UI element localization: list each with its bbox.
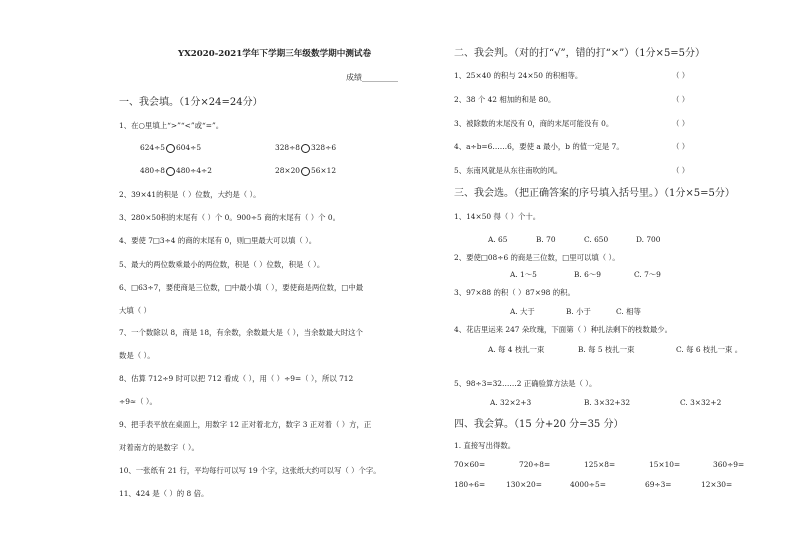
choice-2-option-a[interactable]: A. 1～5: [510, 270, 537, 279]
score-line: 成绩_________: [346, 73, 398, 82]
expr: 604÷5: [176, 143, 202, 152]
section-3-heading: 三、我会选。（把正确答案的序号填入括号里。）（1分×5=5分）: [454, 188, 735, 199]
question-9-line-2: 对着南方的是数字（ ）。: [119, 443, 199, 452]
question-2: 2、39×41的积是（ ）位数，大约是（ ）。: [119, 190, 261, 199]
expr: 624÷5: [140, 143, 166, 152]
choice-5-option-c[interactable]: C. 3×32+2: [680, 398, 722, 407]
calc-item: 130×20=: [506, 480, 542, 489]
expr: 328÷8: [275, 143, 301, 152]
compare-row-2a: [140, 166, 212, 176]
choice-1-option-c[interactable]: C. 650: [584, 235, 609, 244]
question-4: 4、要使 7□3÷4 的商的末尾有 0，则□里最大可以填（ ）。: [119, 236, 317, 245]
judge-3-paren[interactable]: （ ）: [672, 119, 690, 128]
choice-1-option-b[interactable]: B. 70: [536, 235, 556, 244]
compare-circle[interactable]: [301, 167, 310, 176]
calc-item: 125×8=: [584, 460, 616, 469]
compare-row-1a: [140, 143, 201, 153]
judge-4-paren[interactable]: （ ）: [672, 142, 690, 151]
choice-4-option-b[interactable]: B. 每 5 枝扎一束: [578, 345, 635, 354]
compare-row-2b: [275, 166, 336, 176]
section-1-heading: 一、我会填。（1分×24=24分）: [119, 97, 263, 108]
section-2-heading: 二、我会判。（对的打“√”，错的打“×”）（1分×5=5分）: [454, 48, 706, 59]
choice-3: 3、97×88 的积（ ）87×98 的积。: [454, 288, 575, 297]
question-5: 5、最大的两位数乘最小的两位数，积是（ ）位数，积是（ ）。: [119, 260, 325, 269]
judge-5-paren[interactable]: （ ）: [672, 166, 690, 175]
judge-5: 5、东南风就是从东往南吹的风。: [454, 166, 563, 175]
expr: 56×12: [311, 166, 337, 175]
choice-1: 1、14×50 得（ ）个十。: [454, 212, 541, 221]
judge-2: 2、38 个 42 相加的和是 80。: [454, 95, 556, 104]
calc-item: 69÷3=: [645, 480, 672, 489]
calc-item: 360÷9=: [713, 460, 745, 469]
calc-item: 15×10=: [649, 460, 681, 469]
judge-3: 3、被除数的末尾没有 0，商的末尾可能没有 0。: [454, 119, 614, 128]
compare-circle[interactable]: [166, 167, 175, 176]
choice-4-option-a[interactable]: A. 每 4 枝扎一束: [488, 345, 545, 354]
choice-3-option-a[interactable]: A. 大于: [510, 307, 535, 316]
choice-5-option-b[interactable]: B. 3×32+32: [584, 398, 631, 407]
question-7-line-2: 数是（ ）。: [119, 351, 155, 360]
judge-1-paren[interactable]: （ ）: [672, 71, 690, 80]
question-9-line-1: 9、把手表平放在桌面上，用数字 12 正对着北方，数字 3 正对着（ ）方，正: [119, 420, 372, 429]
judge-2-paren[interactable]: （ ）: [672, 95, 690, 104]
choice-2: 2、要使□08÷6 的商是三位数，□里可以填（ ）。: [454, 253, 620, 262]
question-11: 11、424 是（ ）的 8 倍。: [119, 489, 209, 498]
question-10: 10、一张纸有 21 行，平均每行可以写 19 个字，这张纸大约可以写（ ）个字。: [119, 466, 381, 475]
choice-5: 5、98÷3=32……2 正确验算方法是（ ）。: [454, 379, 597, 388]
calc-intro: 1. 直接写出得数。: [454, 441, 516, 450]
expr: 480÷4÷2: [176, 166, 212, 175]
question-6-line-2: 大填（ ）: [119, 306, 151, 315]
choice-3-option-b[interactable]: B. 小于: [566, 307, 591, 316]
choice-2-option-b[interactable]: B. 6～9: [574, 270, 601, 279]
section-4-heading: 四、我会算。（15 分+20 分=35 分）: [454, 419, 624, 430]
question-8-line-1: 8、估算 712÷9 时可以把 712 看成（ ），用（ ）÷9=（ ），所以 712: [119, 374, 354, 383]
choice-4: 4、花店里运来 247 朵玫瑰，下面第（ ）种扎法剩下的枝数最少。: [454, 325, 673, 334]
choice-2-option-c[interactable]: C. 7～9: [634, 270, 661, 279]
judge-1: 1、25×40 的积与 24×50 的积相等。: [454, 71, 583, 80]
page-title: YX2020-2021学年下学期三年级数学期中测试卷: [178, 49, 372, 59]
expr: 328÷6: [311, 143, 337, 152]
calc-item: 70×60=: [454, 460, 486, 469]
choice-1-option-d[interactable]: D. 700: [636, 235, 661, 244]
question-7-line-1: 7、一个数除以 8，商是 18，有余数，余数最大是（ ），当余数最大时这个: [119, 328, 363, 337]
compare-circle[interactable]: [166, 144, 175, 153]
question-3: 3、280×50积的末尾有（ ）个 0。900÷5 商的末尾有（ ）个 0。: [119, 213, 340, 222]
compare-circle[interactable]: [301, 144, 310, 153]
compare-row-1b: [275, 143, 336, 153]
question-8-line-2: ÷9≈（ ）。: [119, 397, 157, 406]
calc-item: 720÷8=: [519, 460, 551, 469]
question-6-line-1: 6、□63÷7，要使商是三位数，□中最小填（ ），要使商是两位数，□中最: [119, 283, 364, 292]
calc-item: 180÷6=: [454, 480, 486, 489]
calc-item: 12×30=: [701, 480, 733, 489]
calc-item: 4000÷5=: [570, 480, 606, 489]
expr: 28×20: [275, 166, 301, 175]
choice-3-option-c[interactable]: C. 相等: [616, 307, 641, 316]
expr: 480÷8: [140, 166, 166, 175]
question-1: 1、在○里填上“>”“<”或“=”。: [119, 121, 224, 130]
judge-4: 4、a÷b=6……6，要使 a 最小，b 的值一定是 7。: [454, 142, 624, 151]
choice-4-option-c[interactable]: C. 每 6 枝扎一束 。: [676, 345, 743, 354]
choice-1-option-a[interactable]: A. 65: [488, 235, 508, 244]
choice-5-option-a[interactable]: A. 32×2+3: [490, 398, 532, 407]
